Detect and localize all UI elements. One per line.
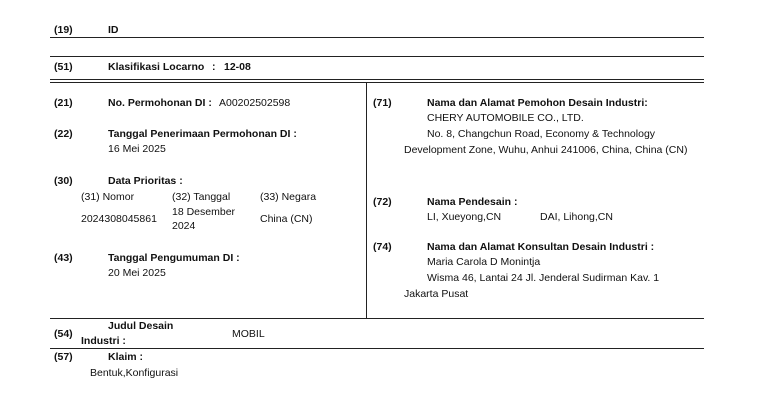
designer-label: Nama Pendesain : [427,196,518,208]
priority-country-header: (33) Negara [260,191,317,203]
field-code-30: (30) [54,175,73,187]
designer-1: LI, Xueyong,CN [427,211,502,223]
announcement-date-value: 20 Mei 2025 [108,267,166,279]
application-number-label: No. Permohonan DI : [108,97,212,109]
consultant-address-line2: Jakarta Pusat [404,288,469,300]
priority-number-header: (31) Nomor [81,191,135,203]
priority-data-label: Data Prioritas : [108,175,183,187]
field-code-57: (57) [54,351,73,363]
field-code-43: (43) [54,252,73,264]
designer-2: DAI, Lihong,CN [540,211,613,223]
divider-line [50,79,704,80]
field-code-51: (51) [54,61,73,73]
design-title-label-line2: Industri : [81,335,126,347]
consultant-name: Maria Carola D Monintja [427,256,541,268]
field-code-19: (19) [54,24,73,36]
applicant-name: CHERY AUTOMOBILE CO., LTD. [427,112,584,124]
design-title-value: MOBIL [232,328,265,340]
divider-line [50,348,704,349]
field-code-72: (72) [373,196,392,208]
claim-value: Bentuk,Konfigurasi [90,367,179,379]
locarno-value: 12-08 [224,61,251,73]
divider-line [50,37,704,38]
field-code-22: (22) [54,128,73,140]
claim-label: Klaim : [108,351,144,363]
country-code: ID [108,24,119,36]
priority-number-value: 2024308045861 [81,213,157,225]
field-code-21: (21) [54,97,73,109]
divider-line [50,82,704,83]
announcement-date-label: Tanggal Pengumuman DI : [108,252,240,264]
applicant-label: Nama dan Alamat Pemohon Desain Industri: [427,97,648,109]
locarno-separator: : [212,61,216,73]
applicant-address-line2: Development Zone, Wuhu, Anhui 241006, China, China (CN) [404,144,688,156]
divider-line [50,318,704,319]
locarno-label: Klasifikasi Locarno [108,61,205,73]
field-code-54: (54) [54,328,73,340]
divider-line [50,56,704,57]
consultant-address-line1: Wisma 46, Lantai 24 Jl. Jenderal Sudirman Kav. 1 [427,272,660,284]
priority-date-value-line1: 18 Desember [172,206,236,218]
applicant-address-line1: No. 8, Changchun Road, Economy & Technology [427,128,656,140]
priority-date-value-line2: 2024 [172,220,196,232]
priority-country-value: China (CN) [260,213,313,225]
filing-date-label: Tanggal Penerimaan Permohonan DI : [108,128,297,140]
consultant-label: Nama dan Alamat Konsultan Desain Industri : [427,241,655,253]
field-code-71: (71) [373,97,392,109]
application-number-value: A00202502598 [219,97,291,109]
field-code-74: (74) [373,241,392,253]
design-title-label-line1: Judul Desain [108,320,174,332]
filing-date-value: 16 Mei 2025 [108,143,166,155]
column-divider [366,82,367,318]
priority-date-header: (32) Tanggal [172,191,231,203]
